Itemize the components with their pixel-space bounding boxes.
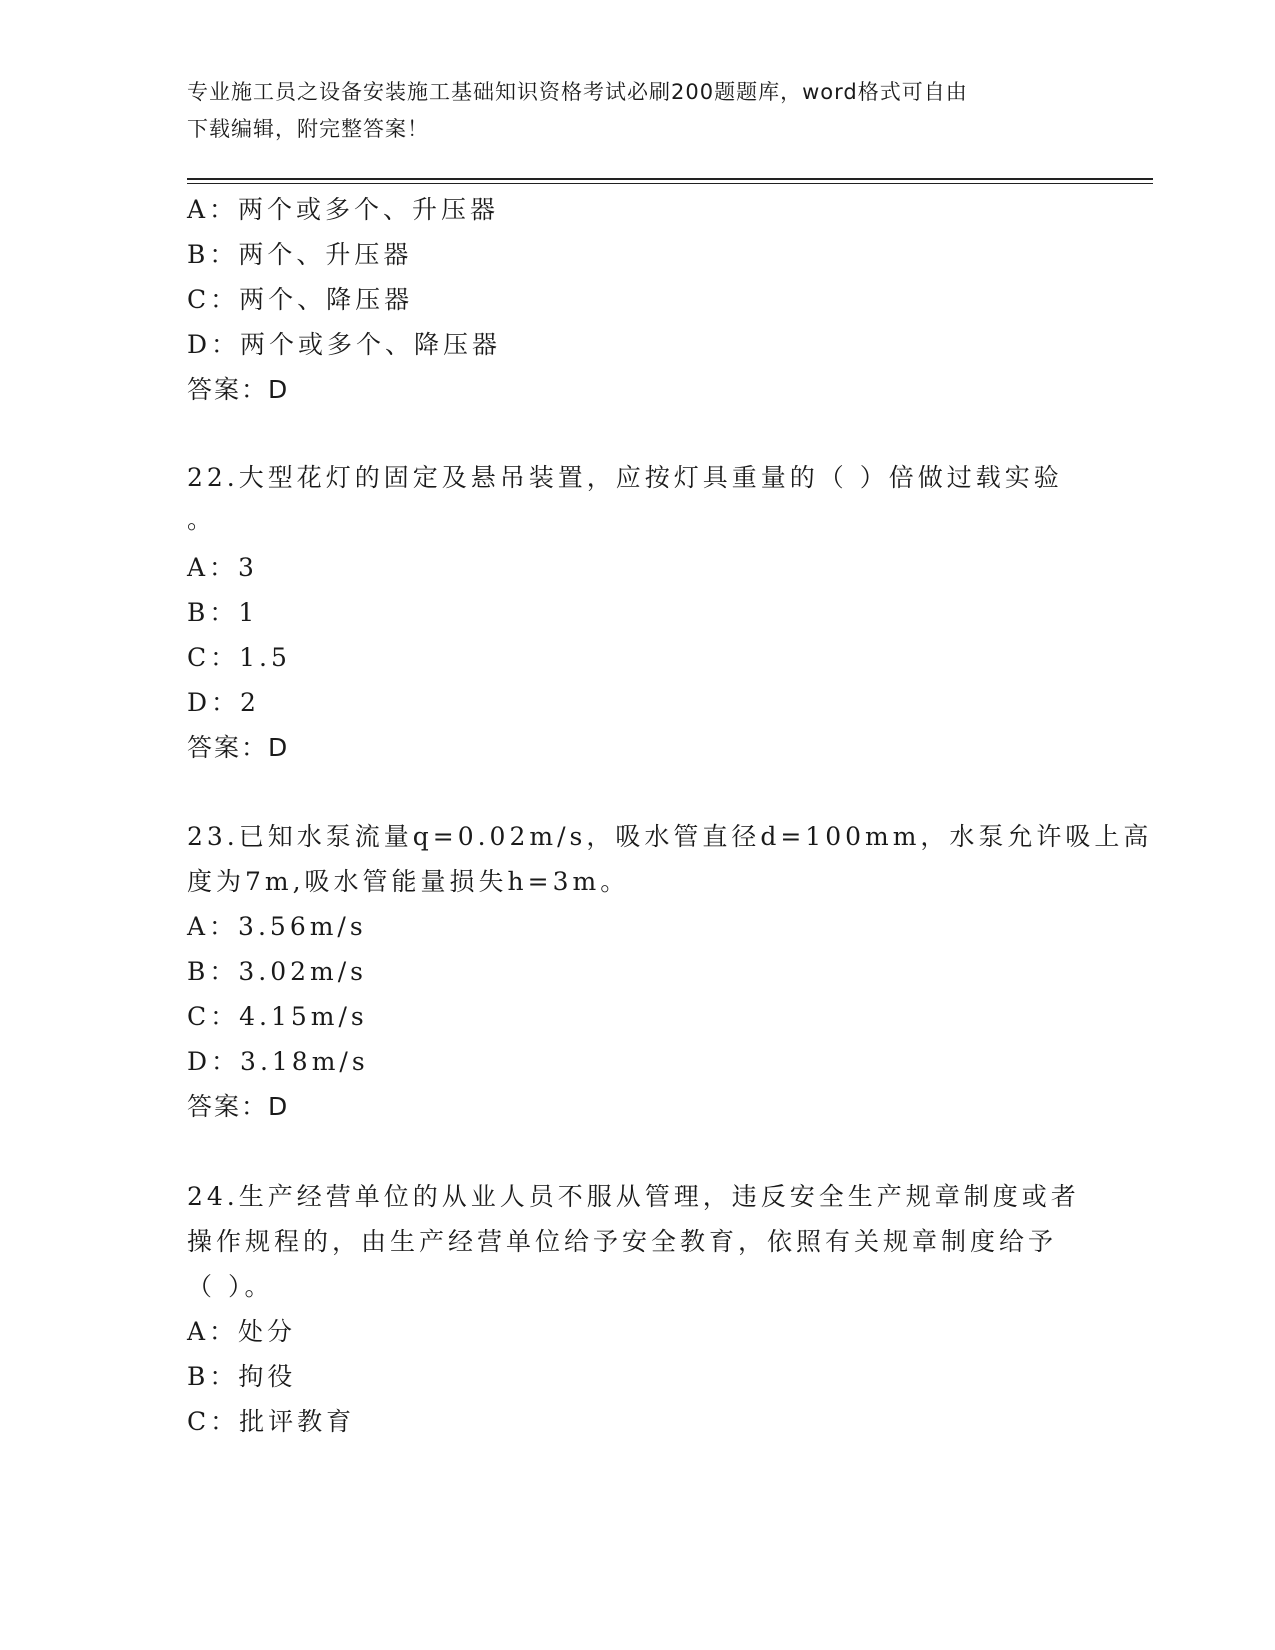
q23-option-a: A：3.56m/s [187, 912, 367, 941]
q22-option-a: A：3 [187, 553, 258, 582]
q23-answer: 答案：D [187, 1092, 290, 1121]
q22-option-d: D：2 [187, 688, 260, 717]
q23-stem-line-1: 23.已知水泵流量q=0.02m/s，吸水管直径d=100mm，水泵允许吸上高 [187, 822, 1153, 851]
q21-answer: 答案：D [187, 375, 290, 404]
q21-option-a: A：两个或多个、升压器 [187, 195, 500, 224]
header-divider-thin [187, 183, 1153, 184]
q22-stem-line-1: 22.大型花灯的固定及悬吊装置，应按灯具重量的（ ）倍做过载实验 [187, 463, 1063, 492]
q21-option-d: D：两个或多个、降压器 [187, 330, 502, 359]
q23-option-d: D：3.18m/s [187, 1047, 369, 1076]
q24-stem-line-3: （ ）。 [187, 1272, 274, 1301]
q24-option-c: C：批评教育 [187, 1407, 356, 1436]
q22-stem-line-2: 。 [187, 505, 217, 534]
q23-stem-line-2: 度为7m,吸水管能量损失h=3m。 [187, 867, 630, 896]
q22-option-b: B：1 [187, 598, 259, 627]
q24-stem-line-2: 操作规程的，由生产经营单位给予安全教育，依照有关规章制度给予 [187, 1227, 1058, 1256]
q22-answer: 答案：D [187, 733, 290, 762]
header-title-line-2: 下载编辑，附完整答案！ [187, 117, 429, 141]
q21-option-b: B：两个、升压器 [187, 240, 413, 269]
q24-option-a: A：处分 [187, 1317, 297, 1346]
header-title-line-1: 专业施工员之设备安装施工基础知识资格考试必刷200题题库，word格式可自由 [187, 80, 968, 104]
page-header [187, 74, 1067, 148]
q22-option-c: C：1.5 [187, 643, 291, 672]
q21-option-c: C：两个、降压器 [187, 285, 414, 314]
q23-option-c: C：4.15m/s [187, 1002, 368, 1031]
q24-stem-line-1: 24.生产经营单位的从业人员不服从管理，违反安全生产规章制度或者 [187, 1182, 1080, 1211]
q23-option-b: B：3.02m/s [187, 957, 367, 986]
header-divider [187, 178, 1153, 180]
q24-option-b: B：拘役 [187, 1362, 297, 1391]
